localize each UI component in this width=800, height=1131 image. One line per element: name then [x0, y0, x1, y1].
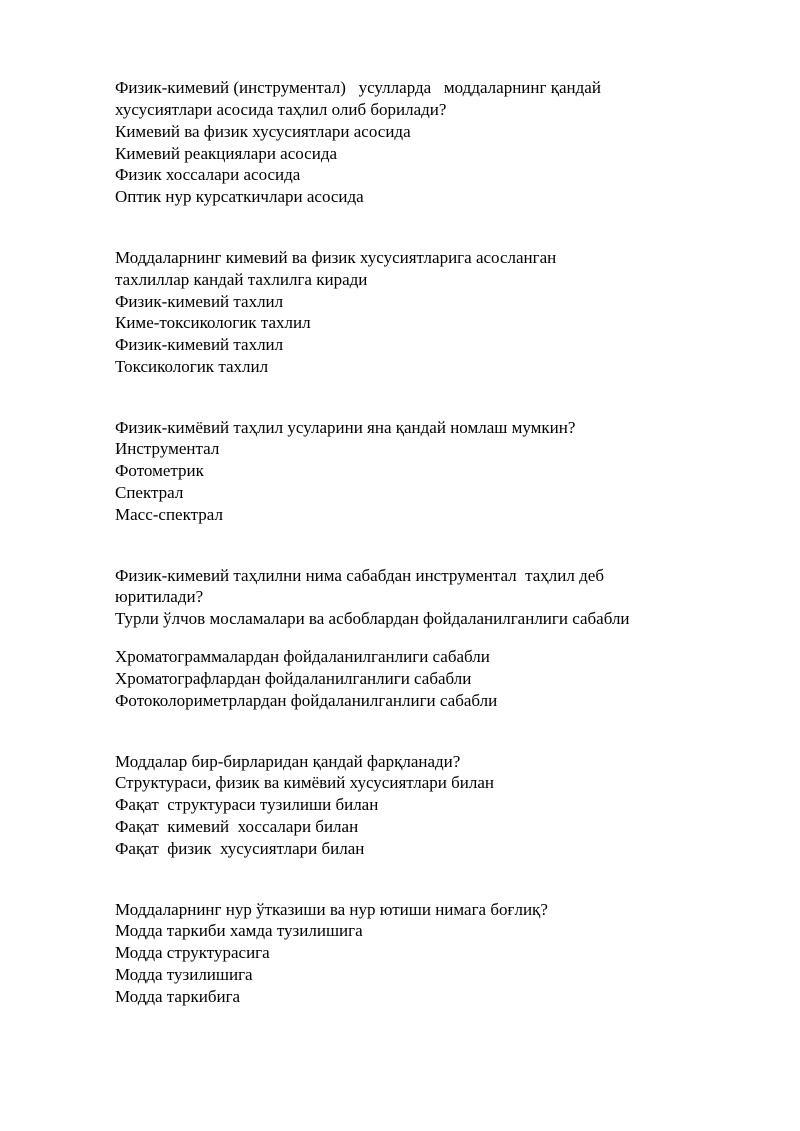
answer-option: Токсикологик тахлил: [115, 357, 269, 376]
answer-option: Киме-токсикологик тахлил: [115, 313, 311, 332]
answer-option: Кимевий ва физик хусусиятлари асосида: [115, 122, 411, 141]
answer-option: Модда таркиби хамда тузилишига: [115, 921, 363, 940]
question-text: Моддалар бир-бирларидан қандай фарқланади?: [115, 752, 461, 771]
answer-option: Оптик нур курсаткичлари асосида: [115, 187, 364, 206]
question-text: хусусиятлари асосида таҳлил олиб борилади?: [115, 100, 447, 119]
answer-option: Физик-кимевий тахлил: [115, 292, 284, 311]
answer-option: Физик-кимевий тахлил: [115, 335, 284, 354]
answer-option: Фотоколориметрлардан фойдаланилганлиги сабабли: [115, 691, 498, 710]
question-text: тахлиллар кандай тахлилга киради: [115, 270, 368, 289]
answer-option: Модда таркибига: [115, 987, 241, 1006]
answer-option: Хроматографлардан фойдаланилганлиги сабабли: [115, 669, 472, 688]
question-text: Физик-кимевий (инструментал) усулларда моддаларнинг қандай: [115, 78, 601, 97]
answer-option: Структураси, физик ва кимёвий хусусиятлари билан: [115, 773, 495, 792]
answer-option: Масс-спектрал: [115, 505, 223, 524]
answer-option: Фақат физик хусусиятлари билан: [115, 839, 365, 858]
question-text: Физик-кимёвий таҳлил усуларини яна қандай номлаш мумкин?: [115, 418, 576, 437]
question-text: юритилади?: [115, 587, 204, 606]
answer-option: Хроматограммалардан фойдаланилганлиги сабабли: [115, 647, 490, 666]
answer-option: Фақат кимевий хоссалари билан: [115, 817, 359, 836]
question-text: Моддаларнинг нур ўтказиши ва нур ютиши нимага боғлиқ?: [115, 900, 548, 919]
question-text: Физик-кимевий таҳлилни нима сабабдан инструментал таҳлил деб: [115, 566, 604, 585]
answer-option: Спектрал: [115, 483, 184, 502]
answer-option: Фақат структураси тузилиши билан: [115, 795, 379, 814]
answer-option: Кимевий реакциялари асосида: [115, 144, 338, 163]
question-text: Моддаларнинг кимевий ва физик хусусиятларига асосланган: [115, 248, 557, 267]
answer-option: Фотометрик: [115, 461, 204, 480]
answer-option: Инструментал: [115, 439, 220, 458]
answer-option: Турли ўлчов мосламалари ва асбоблардан фойдаланилганлиги сабабли: [115, 609, 630, 628]
answer-option: Модда тузилишига: [115, 965, 253, 984]
answer-option: Физик хоссалари асосида: [115, 165, 301, 184]
answer-option: Модда структурасига: [115, 943, 270, 962]
